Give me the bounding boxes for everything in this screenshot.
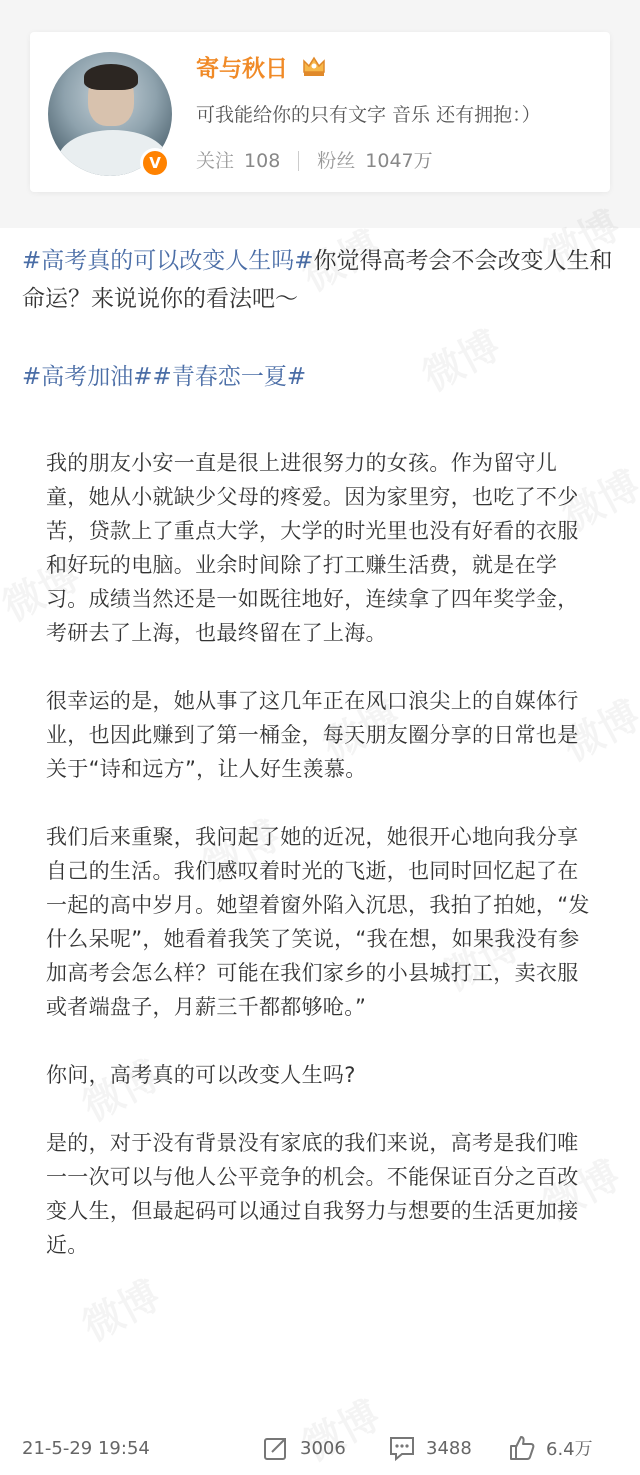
repost-button[interactable] [262, 1434, 346, 1462]
profile-card[interactable] [30, 32, 610, 192]
watermark [411, 315, 508, 403]
post-paragraph: 是的，对于没有背景没有家底的我们来说，高考是我们唯一一次可以与他人公平竞争的机会。不能保证百分之百改变人生，但最起码可以通过自我努力与想要的生活更加接近。 [46, 1131, 579, 1257]
profile-bio: 可我能给你的只有文字 音乐 还有拥抱：） [196, 104, 541, 126]
comment-button[interactable] [388, 1434, 472, 1462]
profile-stats [196, 148, 433, 174]
post-title-text: 你觉得高考会不会改变人生和命运？来说说你的看法吧～ [22, 248, 613, 312]
topic-tags[interactable]: #高考加油##青春恋一夏# [22, 364, 307, 390]
following-count[interactable]: 108 [244, 150, 281, 172]
post-paragraph: 我的朋友小安一直是很上进很努力的女孩。作为留守儿童，她从小就缺少父母的疼爱。因为家里穷，也吃了不少苦，贷款上了重点大学，大学的时光里也没有好看的衣服和好玩的电脑。业余时间除了打工赚生活费，就是在学习。成绩当然还是一如既往地好，连续拿了四年奖学金，考研去了上海，也最终留在了上海。 [46, 451, 579, 645]
post-title [22, 242, 622, 318]
following-label[interactable]: 关注 [196, 150, 235, 172]
like-button[interactable] [508, 1434, 593, 1462]
like-count: 6.4万 [546, 1439, 593, 1460]
post-paragraph: 很幸运的是，她从事了这几年正在风口浪尖上的自媒体行业，也因此赚到了第一桶金，每天朋友圈分享的日常也是关于“诗和远方”，让人好生羡慕。 [46, 689, 579, 781]
stats-divider [298, 151, 299, 171]
verified-badge-icon: V [140, 148, 170, 178]
topic-link-main[interactable]: #高考真的可以改变人生吗# [22, 248, 314, 274]
followers-count[interactable]: 1047万 [365, 150, 433, 172]
followers-label[interactable]: 粉丝 [317, 150, 356, 172]
post-paragraph: 你问，高考真的可以改变人生吗? [46, 1063, 356, 1087]
like-icon [508, 1434, 536, 1462]
username[interactable]: 寄与秋日 [196, 56, 288, 82]
comment-icon [388, 1434, 416, 1462]
comment-count: 3488 [426, 1437, 472, 1459]
repost-icon [262, 1434, 290, 1462]
repost-count: 3006 [300, 1437, 346, 1459]
post-date: 21-5-29 19:54 [22, 1438, 150, 1459]
post-paragraph: 我们后来重聚，我问起了她的近况，她很开心地向我分享自己的生活。我们感叹着时光的飞逝，也同时回忆起了在一起的高中岁月。她望着窗外陷入沉思，我拍了拍她，“发什么呆呢”，她看着我笑了笑说，“我在想，如果我没有参加高考会怎么样？可能在我们家乡的小县城打工，卖衣服或者端盘子，月薪三千都都够呛。” [46, 825, 590, 1019]
crown-vip-icon [300, 52, 328, 80]
avatar[interactable] [48, 52, 172, 176]
post-body [46, 446, 596, 1296]
post-footer [0, 1428, 640, 1472]
